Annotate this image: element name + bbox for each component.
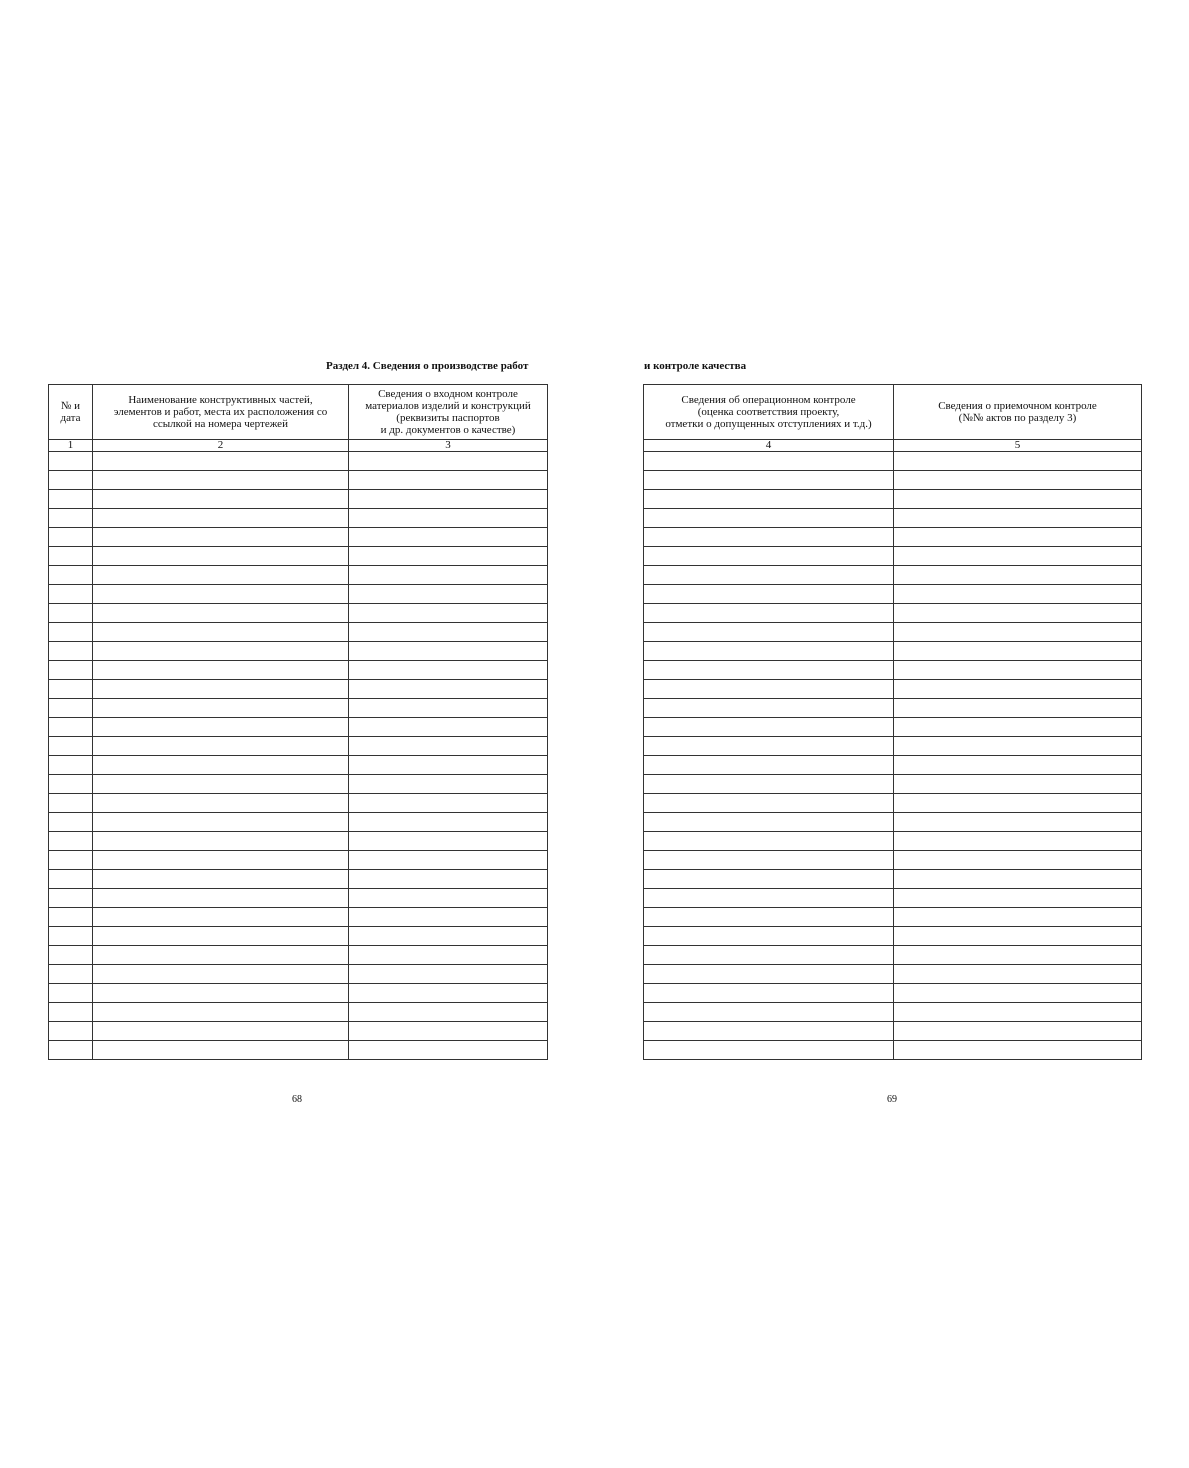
table-cell[interactable] (349, 946, 548, 965)
table-cell[interactable] (894, 642, 1142, 661)
table-cell[interactable] (93, 471, 349, 490)
table-cell[interactable] (644, 699, 894, 718)
table-cell[interactable] (49, 1022, 93, 1041)
table-cell[interactable] (894, 984, 1142, 1003)
table-cell[interactable] (93, 623, 349, 642)
table-cell[interactable] (93, 585, 349, 604)
table-row (644, 984, 1142, 1003)
table-cell[interactable] (49, 604, 93, 623)
table-cell[interactable] (349, 1041, 548, 1060)
column-number: 3 (349, 440, 548, 452)
table-cell[interactable] (49, 528, 93, 547)
table-cell[interactable] (49, 851, 93, 870)
table-cell[interactable] (644, 737, 894, 756)
table-cell[interactable] (644, 471, 894, 490)
table-cell[interactable] (894, 699, 1142, 718)
table-row (49, 1003, 548, 1022)
table-row (644, 1003, 1142, 1022)
table-row (49, 452, 548, 471)
table-cell[interactable] (644, 509, 894, 528)
table-row (49, 965, 548, 984)
table-cell[interactable] (93, 927, 349, 946)
column-number: 5 (894, 440, 1142, 452)
table-row (644, 490, 1142, 509)
table-cell[interactable] (349, 775, 548, 794)
table-cell[interactable] (93, 946, 349, 965)
works-table-right (643, 384, 1142, 1060)
table-cell[interactable] (349, 832, 548, 851)
table-cell[interactable] (349, 661, 548, 680)
table-cell[interactable] (93, 490, 349, 509)
table-cell[interactable] (644, 452, 894, 471)
works-table-left (48, 384, 548, 1060)
table-row (644, 908, 1142, 927)
table-cell[interactable] (49, 813, 93, 832)
table-cell[interactable] (894, 737, 1142, 756)
header-acceptance-control (894, 385, 1142, 440)
table-cell[interactable] (894, 908, 1142, 927)
table-cell[interactable] (894, 965, 1142, 984)
table-cell[interactable] (93, 1003, 349, 1022)
table-row (644, 946, 1142, 965)
table-cell[interactable] (644, 1022, 894, 1041)
table-cell[interactable] (894, 927, 1142, 946)
table-cell[interactable] (894, 585, 1142, 604)
table-cell[interactable] (93, 566, 349, 585)
table-cell[interactable] (644, 1003, 894, 1022)
table-cell[interactable] (49, 794, 93, 813)
table-row (49, 946, 548, 965)
table-cell[interactable] (49, 471, 93, 490)
table-cell[interactable] (349, 604, 548, 623)
table-row (644, 699, 1142, 718)
table-cell[interactable] (644, 642, 894, 661)
table-cell[interactable] (349, 794, 548, 813)
header-line: и др. документов о качестве) (380, 424, 516, 436)
table-row (49, 509, 548, 528)
header-line: Наименование конструктивных частей, (128, 394, 313, 406)
table-row (49, 851, 548, 870)
table-cell[interactable] (349, 509, 548, 528)
table-row (49, 585, 548, 604)
table-cell[interactable] (93, 851, 349, 870)
table-row (644, 756, 1142, 775)
table-cell[interactable] (93, 718, 349, 737)
header-line: дата (60, 412, 81, 424)
table-cell[interactable] (644, 547, 894, 566)
table-row (49, 737, 548, 756)
table-cell[interactable] (93, 528, 349, 547)
table-cell[interactable] (49, 737, 93, 756)
table-cell[interactable] (93, 870, 349, 889)
table-cell[interactable] (894, 1022, 1142, 1041)
table-cell[interactable] (49, 908, 93, 927)
table-row (644, 509, 1142, 528)
table-cell[interactable] (49, 547, 93, 566)
table-cell[interactable] (644, 832, 894, 851)
table-cell[interactable] (49, 775, 93, 794)
table-cell[interactable] (894, 604, 1142, 623)
table-cell[interactable] (93, 756, 349, 775)
table-row (49, 718, 548, 737)
section-title-right: и контроле качества (644, 360, 747, 372)
table-row (49, 1041, 548, 1060)
table-row (49, 680, 548, 699)
table-cell[interactable] (894, 946, 1142, 965)
table-cell[interactable] (894, 452, 1142, 471)
table-cell[interactable] (93, 908, 349, 927)
table-cell[interactable] (49, 1003, 93, 1022)
table-cell[interactable] (349, 984, 548, 1003)
table-row (644, 737, 1142, 756)
table-row (644, 889, 1142, 908)
table-row (644, 661, 1142, 680)
table-row (49, 528, 548, 547)
table-row (644, 528, 1142, 547)
table-cell[interactable] (644, 623, 894, 642)
table-cell[interactable] (349, 547, 548, 566)
table-cell[interactable] (93, 661, 349, 680)
table-row (644, 471, 1142, 490)
table-cell[interactable] (349, 908, 548, 927)
table-row (49, 471, 548, 490)
table-cell[interactable] (894, 851, 1142, 870)
table-cell[interactable] (644, 566, 894, 585)
table-cell[interactable] (894, 756, 1142, 775)
table-cell[interactable] (49, 889, 93, 908)
table-cell[interactable] (644, 889, 894, 908)
table-cell[interactable] (894, 680, 1142, 699)
table-row (49, 699, 548, 718)
table-row (49, 490, 548, 509)
table-cell[interactable] (349, 585, 548, 604)
table-cell[interactable] (894, 471, 1142, 490)
table-cell[interactable] (894, 718, 1142, 737)
table-row (644, 775, 1142, 794)
table-cell[interactable] (894, 547, 1142, 566)
table-header-row (49, 385, 548, 440)
table-row (644, 604, 1142, 623)
table-cell[interactable] (894, 794, 1142, 813)
table-cell[interactable] (49, 680, 93, 699)
table-cell[interactable] (349, 737, 548, 756)
table-cell[interactable] (93, 509, 349, 528)
table-cell[interactable] (644, 851, 894, 870)
table-cell[interactable] (93, 984, 349, 1003)
table-cell[interactable] (49, 756, 93, 775)
table-cell[interactable] (894, 566, 1142, 585)
table-cell[interactable] (49, 927, 93, 946)
table-row (49, 566, 548, 585)
table-cell[interactable] (93, 604, 349, 623)
table-cell[interactable] (644, 927, 894, 946)
table-cell[interactable] (894, 661, 1142, 680)
header-line: Сведения об операционном контроле (681, 394, 856, 406)
table-row (49, 927, 548, 946)
table-cell[interactable] (644, 661, 894, 680)
table-cell[interactable] (349, 889, 548, 908)
table-cell[interactable] (93, 642, 349, 661)
table-row (49, 832, 548, 851)
header-work-name (93, 385, 349, 440)
table-cell[interactable] (349, 756, 548, 775)
table-cell[interactable] (49, 452, 93, 471)
table-row (49, 775, 548, 794)
table-row (49, 870, 548, 889)
header-line: Сведения о входном контроле (378, 388, 518, 400)
table-row (49, 889, 548, 908)
table-cell[interactable] (93, 680, 349, 699)
section-title-left: Раздел 4. Сведения о производстве работ (326, 360, 529, 372)
table-row (49, 984, 548, 1003)
table-row (49, 623, 548, 642)
table-cell[interactable] (644, 756, 894, 775)
header-line: ссылкой на номера чертежей (153, 418, 288, 430)
table-cell[interactable] (49, 623, 93, 642)
table-cell[interactable] (93, 775, 349, 794)
table-row (49, 1022, 548, 1041)
table-cell[interactable] (894, 490, 1142, 509)
table-row (644, 927, 1142, 946)
table-cell[interactable] (49, 566, 93, 585)
table-cell[interactable] (49, 832, 93, 851)
table-cell[interactable] (349, 452, 548, 471)
header-line: (оценка соответствия проекту, (697, 406, 840, 418)
table-cell[interactable] (93, 889, 349, 908)
table-cell[interactable] (49, 585, 93, 604)
table-cell[interactable] (349, 1003, 548, 1022)
table-row (644, 832, 1142, 851)
table-cell[interactable] (644, 870, 894, 889)
table-cell[interactable] (349, 642, 548, 661)
header-line: (№№ актов по разделу 3) (958, 412, 1077, 424)
header-line: материалов изделий и конструкций (365, 400, 531, 412)
table-row (49, 756, 548, 775)
table-row (644, 965, 1142, 984)
table-cell[interactable] (93, 547, 349, 566)
table-row (644, 566, 1142, 585)
table-cell[interactable] (894, 832, 1142, 851)
table-cell[interactable] (349, 566, 548, 585)
header-line: № и (60, 400, 81, 412)
table-cell[interactable] (93, 794, 349, 813)
table-row (644, 1022, 1142, 1041)
table-cell[interactable] (93, 699, 349, 718)
table-cell[interactable] (49, 699, 93, 718)
table-cell[interactable] (349, 870, 548, 889)
table-row (49, 661, 548, 680)
table-cell[interactable] (93, 452, 349, 471)
table-cell[interactable] (349, 813, 548, 832)
table-cell[interactable] (894, 528, 1142, 547)
table-cell[interactable] (894, 1041, 1142, 1060)
table-header-row (644, 385, 1142, 440)
table-cell[interactable] (349, 490, 548, 509)
table-cell[interactable] (644, 528, 894, 547)
table-cell[interactable] (349, 680, 548, 699)
table-cell[interactable] (644, 908, 894, 927)
header-incoming-control (349, 385, 548, 440)
table-cell[interactable] (93, 1041, 349, 1060)
table-row (644, 718, 1142, 737)
header-operational-control (644, 385, 894, 440)
column-number: 4 (644, 440, 894, 452)
table-cell[interactable] (93, 737, 349, 756)
table-cell[interactable] (644, 813, 894, 832)
table-row (644, 794, 1142, 813)
table-cell[interactable] (93, 813, 349, 832)
table-cell[interactable] (644, 946, 894, 965)
table-row (49, 604, 548, 623)
table-cell[interactable] (349, 528, 548, 547)
table-row (49, 813, 548, 832)
table-cell[interactable] (349, 927, 548, 946)
table-row (644, 680, 1142, 699)
table-cell[interactable] (349, 699, 548, 718)
table-row (644, 813, 1142, 832)
table-row (49, 642, 548, 661)
header-line: Сведения о приемочном контроле (938, 400, 1097, 412)
table-cell[interactable] (349, 623, 548, 642)
table-row (644, 547, 1142, 566)
table-row (644, 642, 1142, 661)
table-row (644, 585, 1142, 604)
table-cell[interactable] (49, 946, 93, 965)
table-cell[interactable] (49, 490, 93, 509)
table-row (49, 908, 548, 927)
table-cell[interactable] (894, 775, 1142, 794)
table-cell[interactable] (49, 870, 93, 889)
table-cell[interactable] (644, 1041, 894, 1060)
table-cell[interactable] (349, 471, 548, 490)
table-row (49, 547, 548, 566)
table-cell[interactable] (644, 794, 894, 813)
table-row (644, 870, 1142, 889)
table-cell[interactable] (49, 642, 93, 661)
table-cell[interactable] (644, 680, 894, 699)
table-cell[interactable] (49, 965, 93, 984)
table-cell[interactable] (894, 870, 1142, 889)
table-cell[interactable] (894, 1003, 1142, 1022)
header-line: отметки о допущенных отступлениях и т.д.) (665, 418, 872, 430)
table-cell[interactable] (349, 851, 548, 870)
table-cell[interactable] (49, 509, 93, 528)
table-cell[interactable] (644, 604, 894, 623)
table-cell[interactable] (644, 984, 894, 1003)
table-row (644, 452, 1142, 471)
table-cell[interactable] (49, 984, 93, 1003)
table-cell[interactable] (894, 623, 1142, 642)
table-cell[interactable] (349, 1022, 548, 1041)
header-line: (реквизиты паспортов (396, 412, 500, 424)
header-line: элементов и работ, места их расположения со (113, 406, 328, 418)
table-cell[interactable] (644, 965, 894, 984)
table-cell[interactable] (49, 1041, 93, 1060)
column-number-row (644, 440, 1142, 452)
table-row (644, 851, 1142, 870)
column-number: 1 (49, 440, 93, 452)
table-cell[interactable] (644, 490, 894, 509)
table-cell[interactable] (644, 718, 894, 737)
table-cell[interactable] (49, 718, 93, 737)
table-cell[interactable] (93, 832, 349, 851)
table-row (644, 1041, 1142, 1060)
table-cell[interactable] (93, 1022, 349, 1041)
header-number-date (49, 385, 93, 440)
column-number: 2 (93, 440, 349, 452)
table-cell[interactable] (349, 965, 548, 984)
column-number-row (49, 440, 548, 452)
table-cell[interactable] (349, 718, 548, 737)
table-cell[interactable] (644, 775, 894, 794)
page-number-right: 69 (887, 1094, 897, 1105)
table-cell[interactable] (894, 509, 1142, 528)
table-cell[interactable] (894, 813, 1142, 832)
table-cell[interactable] (49, 661, 93, 680)
table-cell[interactable] (93, 965, 349, 984)
table-row (49, 794, 548, 813)
table-row (644, 623, 1142, 642)
table-cell[interactable] (894, 889, 1142, 908)
table-cell[interactable] (644, 585, 894, 604)
page-number-left: 68 (292, 1094, 302, 1105)
